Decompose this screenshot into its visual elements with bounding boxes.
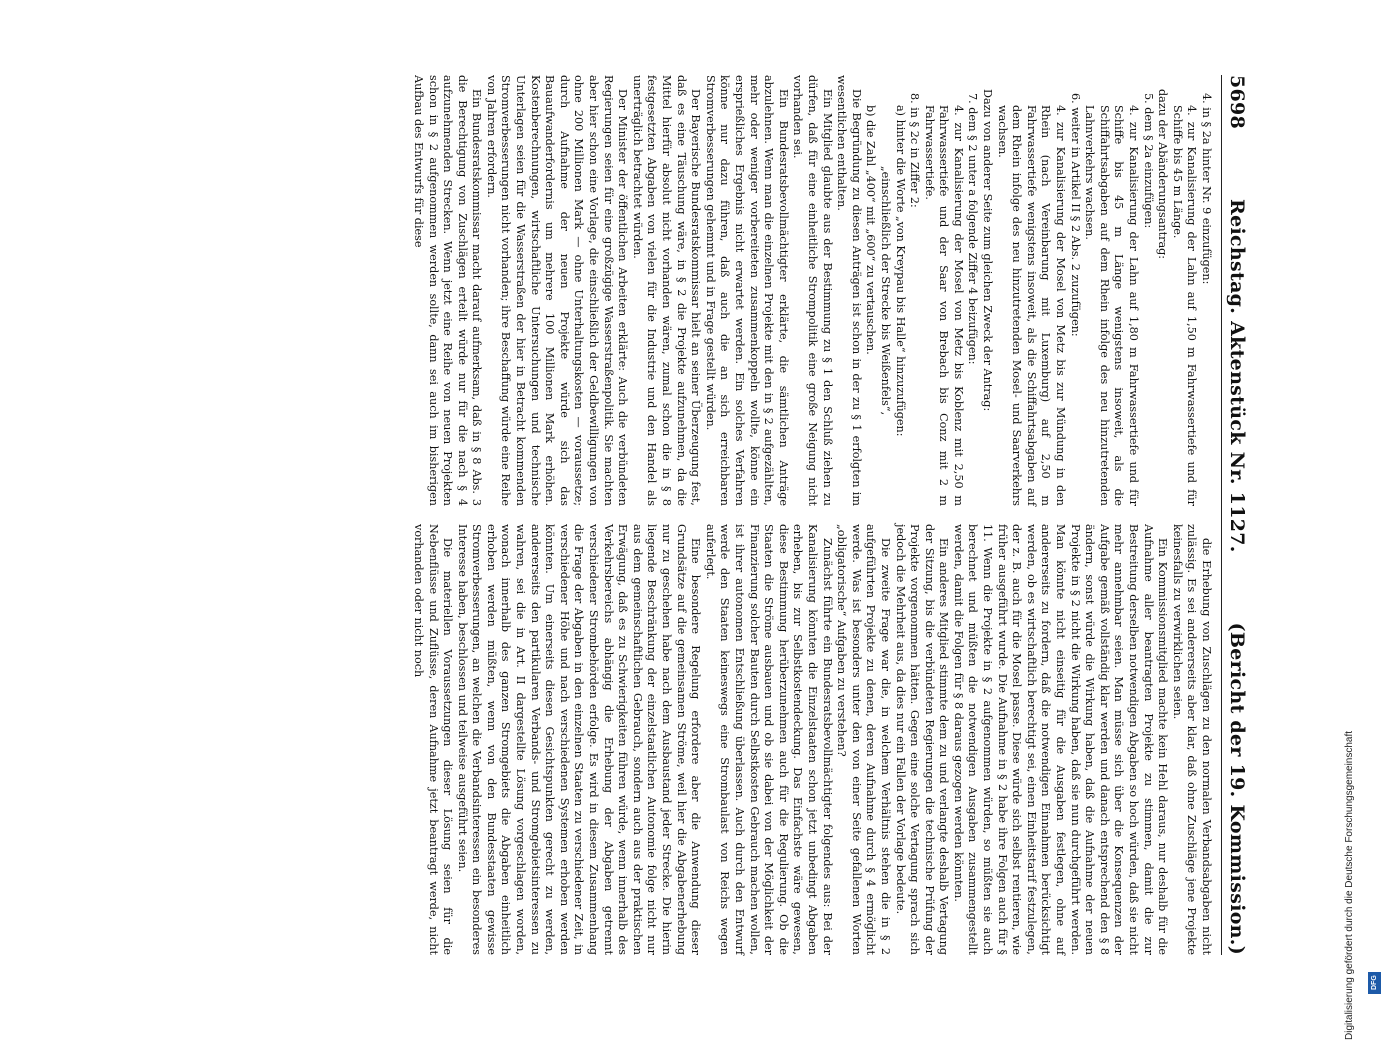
paragraph: Zunächst führte ein Bundesratsbevollmächtigter folgendes aus: Bei der Kanalisierung könnten die Einzelstaaten schon jetzt unbedingt Abgaben erheben, bis zur Selbstkostendeckung. Das Einfachste wäre gewesen, diese Bestimmung herüberzunehmen auch für die Regulierung. Ob die Staaten die Ströme ausbauen und ob sie dabei von der Möglichkeit der Finanzierung solcher Bauten durch Selbstkosten Gebrauch machen wollen, ist ihrer autonomen Entschließung überlassen. Auch durch den Entwurf werde den Staaten keineswegs eine Strombaulast von Reichs wegen auferlegt. — [703, 524, 834, 955]
page-header — [1221, 75, 1248, 955]
paragraph: Der Bayerische Bundesratskommissar hielt an seiner Überzeugung fest, daß es eine Täuschung wäre, in § 2 die Projekte aufzunehmen, da die Mittel hierfür absolut nicht vorhanden wären, zumal schon die in § 8 festgesetzten Abgaben von vielen für die Industrie und den Handel als unerträglich betrachtet würden. — [630, 75, 703, 506]
paragraph: 4. zur Kanalisierung der Mosel von Metz bis zur Mündung in den Rhein (nach Vereinbarung mit Luxemburg) auf 2,50 m Fahrwassertiefe wenigstens insoweit, als die Schiffahrtsabgaben auf dem Rhein infolge des neu hinzutretenden Mosel- und Saarverkehrs wachsen. — [995, 105, 1068, 506]
paragraph: 4. zur Kanalisierung der Mosel von Metz bis Koblenz mit 2,50 m Fahrwassertiefe und der Saar von Brebach bis Conz mit 2 m Fahrwassertiefe. — [922, 105, 965, 506]
paragraph: „einschließlich der Strecke bis Weißenfels“, — [878, 165, 892, 416]
paragraph: Ein Bundesratsbevollmächtigter erklärte, die sämtlichen Anträge abzulehnen. Wenn man die einzelnen Projekte mit den in § 2 aufgezählten, mehr oder weniger vorbereiteten zusammenkoppeln wollte, könne ein ersprießliches Ergebnis nicht erwartet werden. Ein solches Verfahren könne nur dazu führen, daß auch die an sich erreichbaren Stromverbesserungen gehemmt und in Frage gestellt würden. — [703, 75, 790, 506]
paragraph: 6. weiter in Artikel II § 2 Abs. 2 zuzufügen: — [1068, 93, 1082, 337]
paragraph: 5. dem § 2a einzufügen: — [1141, 93, 1155, 229]
paragraph: 8. in § 2c in Ziffer 2: — [908, 93, 922, 208]
paragraph: b) die Zahl „400“ mit „600“ zu vertauschen. — [864, 105, 878, 355]
paragraph: Ein anderes Mitglied stimmte dem zu und verlangte deshalb Vertagung der Sitzung, bis die verbündeten Regierungen die technische Prüfung der Projekte vorgenommen hätten. Gegen eine solche Vertagung sprach sich jedoch die Mehrheit aus, da dies nur ein Fallen der Vorlage bedeute. — [893, 524, 951, 955]
paragraph: Die materiellen Voraussetzungen dieser Lösung seien für die Nebenflüsse und Zuflüsse, deren Aufnahme jetzt beantragt werde, nicht vorhanden oder nicht noch — [411, 524, 455, 955]
paragraph: Dazu von anderer Seite zum gleichen Zweck der Antrag: — [981, 89, 995, 412]
paragraph: a) hinter die Worte „von Kreypau bis Halle“ hinzuzufügen: — [893, 105, 907, 437]
dfg-logo: DFG — [1368, 972, 1381, 994]
paragraph: Die Begründung zu diesen Anträgen ist schon in der zu § 1 erfolgten im wesentlichen enthalten. — [835, 75, 863, 506]
section-title: (Bericht der 19. Kommission.) — [1226, 622, 1248, 955]
paragraph: 4. zur Kanalisierung der Lahn auf 1,50 m Fahrwassertiefe und für Schiffe bis 45 m Länge. — [1170, 105, 1199, 506]
paragraph: Eine besondere Regelung erfordere aber die Anwendung dieser Grundsätze auf die gemeinsamen Ströme, weil hier die Abgabenerhebung nur zu geschehen habe nach dem Ausbaustand jeder Strecke. Die hierin liegende Beschränkung der einzelstaatlichen Autonomie folge nicht nur aus dem gemeinschaftlichen Gebrauch, sondern auch aus der praktischen Erwägung, daß es zu Schwierigkeiten führen würde, wenn innerhalb des Verkehrsbereichs abhängig die Erhebung der Abgaben getrennt verschiedener Strombehörden erfolge. Es wird in diesem Zusammenhang die Frage der Abgaben in den einzelnen Staaten zu verschiedener Zeit, in verschiedener Höhe und nach verschiedenen Systemen erhoben werden könnten. Um einerseits diesen Gesichtspunkten gerecht zu werden, andererseits den partikularen Verbands- und Stromgebietsinteressen zu wahren, sei die in Art. II dargestellte Lösung vorgeschlagen worden, wonach innerhalb des ganzen Stromgebiets die Abgaben einheitlich erhoben werden müßten, wenn von den Bundesstaaten gewisse Stromverbesserungen, an welchen die Verbandsinteressen ein besonderes Interesse haben, beschlossen und teilweise ausgeführt seien. — [455, 524, 703, 955]
paragraph: Der Minister der öffentlichen Arbeiten erklärte: Auch die verbündeten Regierungen seien für eine großzügige Wasserstraßenpolitik. Sie machten aber hier schon eine Vorlage, die einschließlich der Geldbewilligungen von ohne 200 Millionen Mark — ohne Unterhaltungskosten — voraussetze; durch Aufnahme der neuen Projekte würde sich das Bauaufwanderfordernis um mehrere 100 Millionen Mark erhöhen. Kostenberechnungen, wirtschaftliche Untersuchungen und technische Unterlagen seien für die Wasserstraßen der hier in Betracht kommenden Stromverbesserungen nicht vorhanden; ihre Beschaffung würde eine Reihe von Jahren erfordern. — [484, 75, 630, 506]
paragraph: 7. dem § 2 unter a folgende Ziffer 4 beizufügen: — [966, 93, 980, 365]
paragraph: dazu der Abänderungsantrag: — [1156, 89, 1170, 260]
paragraph: Ein Kommissionsmitglied machte kein Hehl daraus, nur deshalb für die Aufnahme aller beantragten Projekte zu stimmen, damit die zur Bestreitung derselben notwendigen Abgaben so hoch würden, daß sie nicht mehr annehmbar seien. Man müsse sich über die Konsequenzen der Aufgabe gemäß vollständig klar werden und danach entsprechend den § 8 ändern, sonst würde die Wirkung haben, daß die Aufnahme der neuen Projekte in § 2 nicht die Wirkung haben, daß sie nun durchgeführt werden. Man könnte nicht einseitig für die Ausgaben festlegen, ohne auf andererseits zu fordern, daß die notwendigen Einnahmen berücksichtigt werden, ob es wirtschaftlich berechtigt sei, einen Einheitstarif festzulegen, der z. B. auch für die Mosel passe. Diese würde sich selbst rentieren, wie früher ausgeführt wurde. Die Aufnahme in § 2 habe ihre Folgen auch für § 11. Wenn die Projekte in § 2 aufgenommen würden, so müßten sie auch berechnet und müßten die notwendigen Ausgaben zusammengestellt werden, damit die Folgen für § 8 daraus gezogen werden könnten. — [951, 524, 1170, 955]
right-column — [410, 524, 1213, 955]
paragraph: 4. zur Kanalisierung der Lahn auf 1,80 m Fahrwassertiefe und für Schiffe bis 45 m Länge wenigstens insoweit, als die Schiffahrtsabgaben auf dem Rhein infolge des neu hinzutretenden Lahnverkehrs wachsen. — [1083, 105, 1141, 506]
page-title: Reichstag. Aktenstück Nr. 1127. — [1226, 199, 1248, 553]
paragraph: Ein Mitglied glaubte aus der Bestimmung zu § 1 den Schluß ziehen zu dürfen, daß für eine einheitliche Strompolitik eine große Neigung nicht vorhanden sei. — [791, 75, 834, 506]
paragraph: Ein Bundesratskommissar macht darauf aufmerksam, daß in § 8 Abs. 3 die Berechtigung von Zuschlägen erteilt würde nur für die nach § 4 aufzunehmenden Strecken. Wenn jetzt eine Reihe von neuen Projekten schon in § 2 aufgenommen werden sollte, dann sei auch im bisherigen Aufbau des Entwurfs für diese — [411, 75, 484, 506]
paragraph: Die zweite Frage war die, in welchem Verhältnis stehen die in § 2 aufgeführten Projekte zu denen, deren Aufnahme durch § 4 ermöglicht werde. Was ist besonders unter den von einer Seite gefallenen Worten „obligatorische“ Aufgaben zu verstehen? — [835, 524, 892, 955]
page-number: 5698 — [1226, 75, 1248, 130]
paragraph: die Erhebung von Zuschlägen zu den normalen Verbandsabgaben nicht zulässig. Es sei andererseits aber klar, daß ohne Zuschläge jene Projekte keinesfalls zu verwirklichen seien. — [1170, 524, 1213, 955]
digitization-note: Digitalisierung gefördert durch die Deutsche Forschungsgemeinschaft — [1344, 730, 1355, 1040]
left-column — [410, 75, 1213, 506]
text-columns — [410, 75, 1213, 955]
paragraph: 4. in § 2a hinter Nr. 9 einzufügen: — [1200, 93, 1213, 285]
